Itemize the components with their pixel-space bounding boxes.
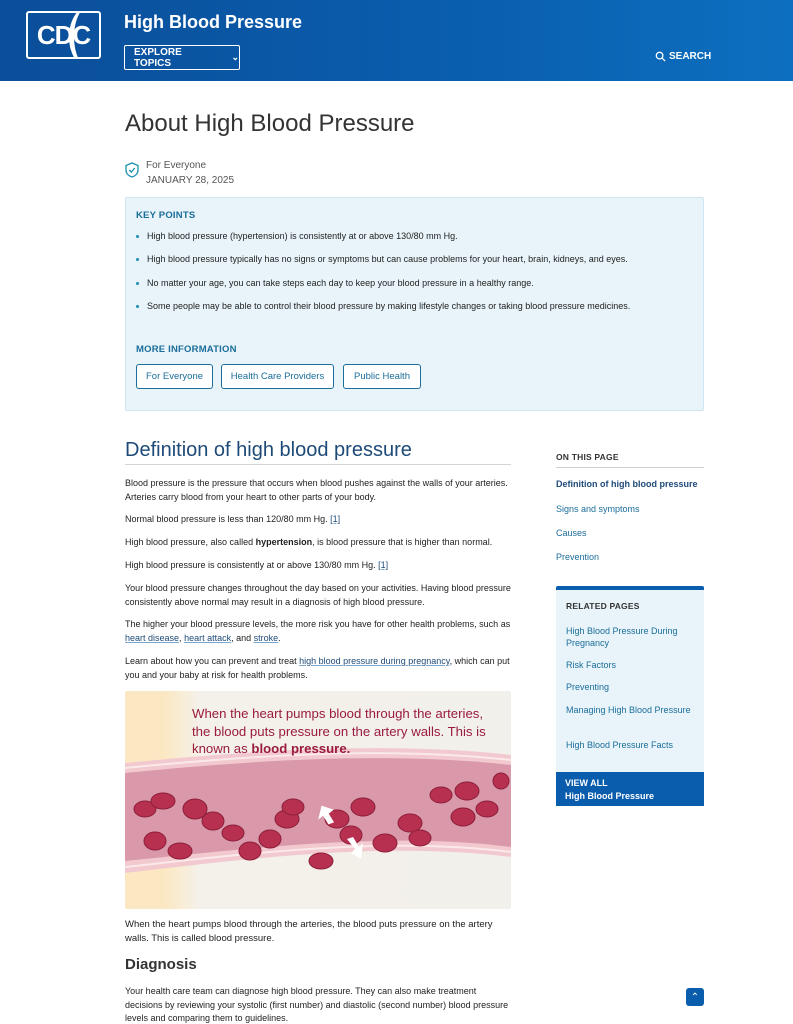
subsection-title: Diagnosis [125,956,197,973]
reference-link[interactable]: [1] [330,514,341,524]
paragraph [125,618,511,645]
logo-swoosh [69,11,101,59]
related-page-link[interactable]: High Blood Pressure Facts [566,740,674,750]
paragraph-text: , which can put you and your baby at risk for health problems. [125,656,510,680]
list-item [136,231,630,254]
bullet [136,305,139,308]
key-points-list [136,231,630,324]
paragraph-text: Learn about how you can prevent and treat [125,656,300,666]
related-pages-card [556,586,704,806]
on-this-page-link[interactable]: Definition of high blood pressure [556,479,698,489]
paragraph-text: Normal blood pressure is less than 120/80 mm Hg. [125,514,328,524]
paragraph-text: The higher your blood pressure levels, the more risk you have for other health problems, such as [125,619,511,629]
publish-date: JANUARY 28, 2025 [146,175,235,186]
paragraph [125,559,511,573]
list-item [136,254,630,277]
related-page-link[interactable]: Preventing [566,682,610,692]
on-this-page-link[interactable]: Prevention [556,552,600,562]
divider [125,464,511,465]
health-care-providers-button[interactable]: Health Care Providers [221,364,334,389]
heart-disease-link[interactable]: heart disease [125,632,180,643]
key-point-text: No matter your age, you can take steps each day to keep your blood pressure in a healthy range. [147,277,534,288]
bullet [136,235,139,238]
search-button[interactable] [655,51,711,62]
view-all-topic: High Blood Pressure [565,791,655,801]
paragraph [125,536,511,550]
heart-attack-link[interactable]: heart attack [184,632,232,643]
audience-label: For Everyone [146,160,207,171]
public-health-button[interactable]: Public Health [343,364,421,389]
paragraph: Your health care team can diagnose high blood pressure. They can also make treatment decisions by reviewing your systolic (first number) and diastolic (second number) blood pressure levels and comparing them to guidelines. [125,986,509,1023]
section-title: Definition of high blood pressure [125,439,412,461]
stroke-link[interactable]: stroke [253,632,279,643]
key-point-text: Some people may be able to control their blood pressure by making lifestyle changes or taking blood pressure medicines. [147,300,631,311]
paragraph-text: , [179,632,185,643]
for-everyone-button[interactable]: For Everyone [136,364,213,389]
bold-term: hypertension [255,537,313,547]
key-points-heading: KEY POINTS [136,210,196,221]
paragraph [125,513,511,527]
bullet [136,258,139,261]
on-this-page-link[interactable]: Signs and symptoms [556,504,640,514]
search-icon [655,51,666,62]
view-all-label: VIEW ALL [565,778,608,788]
chevron-up-icon: ⌃ [690,991,700,1003]
reference-link[interactable]: [1] [378,560,389,570]
logo-text: CDC [36,19,91,50]
related-pages-heading: RELATED PAGES [566,601,640,611]
list-item [136,301,630,324]
explore-label: EXPLORE TOPICS [134,46,182,69]
paragraph: Your blood pressure changes throughout the day based on your activities. Having blood pressure consistently above normal may result in a diagnosis of high blood pressure. [125,583,511,607]
site-header [0,0,793,81]
illustration-text [192,705,502,758]
bullet [136,282,139,285]
related-page-link[interactable]: High Blood Pressure During Pregnancy [566,626,678,648]
paragraph: Blood pressure is the pressure that occurs when blood pushes against the walls of your arteries. Arteries carry blood from your heart to other parts of your body. [125,478,508,502]
search-label: SEARCH [669,51,712,62]
paragraph-text: , is blood pressure that is higher than normal. [312,537,493,547]
key-points-callout [125,197,704,411]
paragraph-text: High blood pressure, also called [125,537,256,547]
key-point-text: High blood pressure typically has no signs or symptoms but can cause problems for your heart, brain, kidneys, and eyes. [147,254,628,265]
illustration-caption: When the heart pumps blood through the arteries, the blood puts pressure on the artery walls. This is called blood pressure. [125,919,493,944]
site-title[interactable]: High Blood Pressure [124,12,303,32]
shield-icon [125,162,139,178]
paragraph [125,655,511,682]
page-title: About High Blood Pressure [125,110,415,137]
illustration-text-bold: blood pressure. [251,741,351,756]
illustration-text-body: When the heart pumps blood through the arteries, the blood puts pressure on the artery walls. This is known as [192,706,486,756]
on-this-page-link[interactable]: Causes [556,528,587,538]
artery-illustration [125,691,511,909]
more-information-heading: MORE INFORMATION [136,344,237,355]
explore-topics-button[interactable] [124,45,240,70]
paragraph-text: , and [231,632,254,643]
related-page-link[interactable]: Risk Factors [566,660,617,670]
view-all-button[interactable] [556,772,704,806]
back-to-top-button[interactable] [686,988,704,1006]
paragraph-text: . [278,632,281,643]
related-page-link[interactable]: Managing High Blood Pressure [566,705,691,715]
chevron-down-icon: ⌄ [231,52,239,62]
divider [556,467,704,468]
list-item [136,278,630,301]
paragraph-text: High blood pressure is consistently at or above 130/80 mm Hg. [125,560,376,570]
key-point-text: High blood pressure (hypertension) is consistently at or above 130/80 mm Hg. [147,231,458,241]
cdc-logo[interactable] [26,11,101,59]
on-this-page-heading: ON THIS PAGE [556,452,619,462]
pregnancy-link[interactable]: high blood pressure during pregnancy [299,656,450,666]
